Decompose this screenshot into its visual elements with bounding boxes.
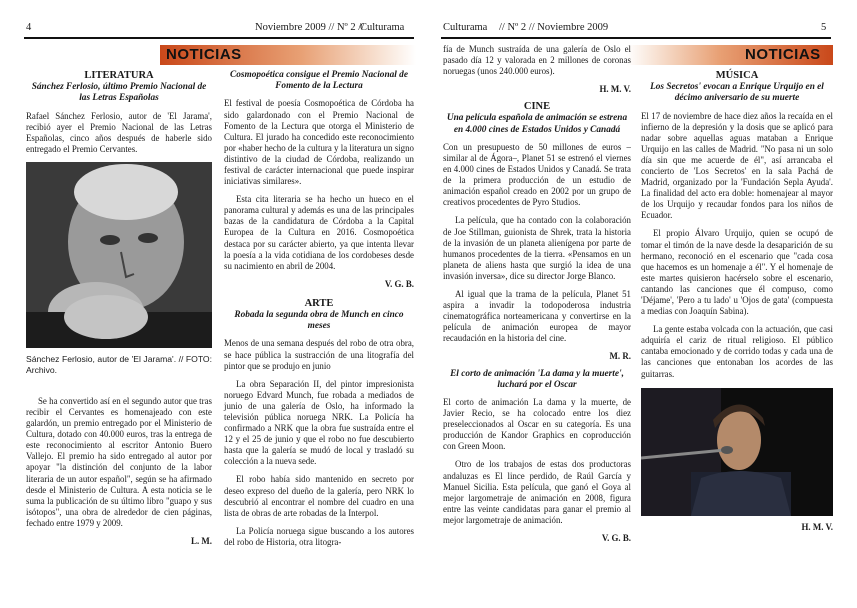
article-paragraph: Menos de una semana después del robo de otra obra, se hace pública la sustracción de una litografía del pintor que se produjo en junio bbox=[224, 338, 414, 371]
column-literatura bbox=[26, 68, 212, 553]
article-paragraph: La obra Separación II, del pintor impresionista noruego Edvard Munch, fue robada a mediados de junio de una galería de Oslo, ha informado la televisión pública noruega NRK. La Policía ha confirmado a NRK que la obra fue sustraída entre el 12 y el 25 de junio y que el robo no fue descubierto hasta que la galería se mudó de local y trasladó su colección a la nueva sede. bbox=[224, 378, 414, 467]
column-musica bbox=[641, 68, 833, 539]
article-paragraph: Otro de los trabajos de estas dos productoras andaluzas es El lince perdido, de Raúl García y Manuel Sicilia. Esta película, que ganó el Goya al mejor largometraje de animación en 2008, figura entre las veinte candidatas para ganar el premio al mejor largometraje de animación. bbox=[443, 459, 631, 525]
article-paragraph: El 17 de noviembre de hace diez años la recaída en el infierno de la depresión y la dosis que se aplicó para nadar sobre aquellas aguas mataban a Enrique Urquijo en las calles de Madrid. "No pasa ni un solo día sin que me acuerde de él", así arrancaba el concierto de 'Los Secretos' en la sala Pachá de Madrid, organizado por la 'Fundación Sepla Ayuda'. La finalidad del acto era doble: homenajear al mayor de los Urquijo y recaudar fondos para los niños de Ecuador. bbox=[641, 110, 833, 221]
article-paragraph: Con un presupuesto de 50 millones de euros –similar al de Ágora–, Planet 51 se estrenó el viernes en 4.000 cines de Estados Unidos y Canadá. Se trata de la primera producción de un estudio de animación español creado en 2002 por un grupo de creativos procedentes de Pyro Studios. bbox=[443, 141, 631, 208]
author-signature: H. M. V. bbox=[801, 521, 833, 532]
header-rule bbox=[441, 37, 831, 39]
article-paragraph: La Policía noruega sigue buscando a los autores del robo de Historia, otra litogra- bbox=[224, 525, 414, 547]
section-heading: LITERATURA bbox=[84, 70, 154, 81]
column-cine bbox=[443, 44, 631, 550]
article-paragraph: La gente estaba volcada con la actuación, que casi adquiría el cariz de ritual religioso. El público cantaba emocionado y de corrido todas y cada una de las canciones que entonaban los acordes de las guitarras. bbox=[641, 324, 833, 379]
article-paragraph: Se ha convertido así en el segundo autor que tras recibir el Cervantes es homenajeado con este galardón, un premio entregado por el Ministerio de Cultura, dotado con 40.000 euros, tras la entrega de este reconocimiento al escritor Antonio Buero Vallejo. El premio ha sido entregado al autor por apoyar "la distinción del conjunto de la labor literaria de un autor español", según se ha afirmado desde el Ministerio de Cultura. A esta noticia se le suma la publicación de su último libro "guapo y sus isótopos", una obra de alrededor de cien páginas, fechado entre 1979 y 2009. bbox=[26, 395, 212, 528]
author-signature: H. M. V. bbox=[599, 84, 631, 95]
left-page bbox=[0, 0, 428, 608]
author-signature: M. R. bbox=[609, 351, 631, 362]
article-paragraph: La película, que ha contado con la colaboración de Joe Stillman, guionista de Shrek, trata la historia de la invasión de un planeta alienígena por parte de humanos procedentes de la tierra. «Pensamos en un planeta de aliens hasta que surgió la idea de una invasión inversa», dice su director Jorge Blanco. bbox=[443, 215, 631, 281]
article-subtitle: Una película española de animación se estrena en 4.000 cines de Estados Unidos y Canadá bbox=[446, 113, 628, 135]
page-number: 4 bbox=[26, 22, 32, 33]
article-paragraph: fía de Munch sustraída de una galería de Oslo el pasado día 12 y valorada en 2 millones de coronas noruegas (unos 240.000 euros). bbox=[443, 44, 631, 77]
header-rule bbox=[24, 37, 414, 39]
article-paragraph: Esta cita literaria se ha hecho un hueco en el panorama cultural y además es una de las principales bazas de la candidatura de Córdoba a la Capital Europea de la Cultura en 2016. Cosmopoética destaca por su carácter abierto, ya que intenta llevar la poesía a la vida cotidiana de los cordobeses desde su nacimiento en abril de 2004. bbox=[224, 194, 414, 271]
author-signature: V. G. B. bbox=[384, 278, 414, 289]
section-title: NOTICIAS bbox=[166, 46, 242, 63]
section-heading: MÚSICA bbox=[715, 70, 759, 81]
article-paragraph: El robo había sido mantenido en secreto por deseo expreso del dueño de la galería, pero NRK lo descubrió al encontrar el nombre del cuadro en una lista de obras de arte robadas de la Interpol. bbox=[224, 474, 414, 518]
article-subtitle: Cosmopoética consigue el Premio Nacional de Fomento de la Lectura bbox=[230, 70, 408, 92]
section-heading: ARTE bbox=[304, 297, 334, 309]
article-subtitle: Los Secretos' evocan a Enrique Urquijo en el décimo aniversario de su muerte bbox=[650, 82, 824, 104]
article-paragraph: El corto de animación La dama y la muerte, de Javier Recio, se ha colocado entre los diez preseleccionados al Oscar en su categoría. Es una producción de Kandor Graphics en coproducción con Green Moon. bbox=[443, 396, 631, 452]
column-cosmopoetica bbox=[224, 68, 414, 555]
author-signature: L. M. bbox=[191, 536, 212, 546]
page-number: 5 bbox=[821, 22, 827, 33]
section-heading: CINE bbox=[523, 101, 551, 113]
article-paragraph: Rafael Sánchez Ferlosio, autor de 'El Jarama', recibió ayer el Premio Nacional de las Letras Españolas, cinco años después de haberle sido entregado el Premio Cervantes. bbox=[26, 110, 212, 154]
section-title: NOTICIAS bbox=[745, 46, 821, 63]
issue-info: // Nº 2 // Noviembre 2009 bbox=[499, 22, 609, 33]
article-paragraph: El propio Álvaro Urquijo, quien se ocupó de tomar el timón de la nave desde la desaparición de su hermano, reconoció en el escenario que "cada cosa que hacemos es un homenaje a él". Y el homenaje de este martes quisieron hacérselo sobre el escenario, cantando las canciones que él compuso, como 'Déjame', 'Pero a tu lado' u 'Ojos de gata' (compuesta a medias con Joaquín Sabina). bbox=[641, 228, 833, 317]
article-paragraph: El festival de poesía Cosmopoética de Córdoba ha sido galardonado con el Premio Nacional de Fomento de la Lectura que otorga el Ministerio de Cultura. El jurado ha concedido este reconocimiento por «haber hecho de la cultura y la literatura un signo distintivo de la ciudad de Córdoba, realizando un festival de carácter internacional que puede inspirar iniciativas similares». bbox=[224, 98, 414, 187]
article-subtitle: El corto de animación 'La dama y la muerte', luchará por el Oscar bbox=[450, 368, 624, 390]
singer-photo bbox=[641, 388, 833, 516]
article-subtitle: Sánchez Ferlosio, último Premio Nacional de las Letras Españolas bbox=[31, 82, 207, 104]
article-subtitle: Robada la segunda obra de Munch en cinco meses bbox=[234, 310, 404, 332]
brand-name: Culturama bbox=[360, 22, 405, 33]
author-signature: V. G. B. bbox=[601, 533, 631, 543]
article-paragraph: Al igual que la trama de la película, Planet 51 aspira a invadir la todopoderosa industria cinematográfica norteamericana y convertirse en la película de animación europea de mayor recaudación en la historia del cine. bbox=[443, 289, 631, 344]
right-page bbox=[429, 0, 857, 608]
photo-caption: Sánchez Ferlosio, autor de 'El Jarama'. // FOTO: Archivo. bbox=[26, 353, 212, 375]
brand-name: Culturama bbox=[443, 22, 488, 33]
portrait-photo bbox=[26, 162, 212, 348]
issue-info: Noviembre 2009 // Nº 2 // bbox=[255, 22, 365, 33]
